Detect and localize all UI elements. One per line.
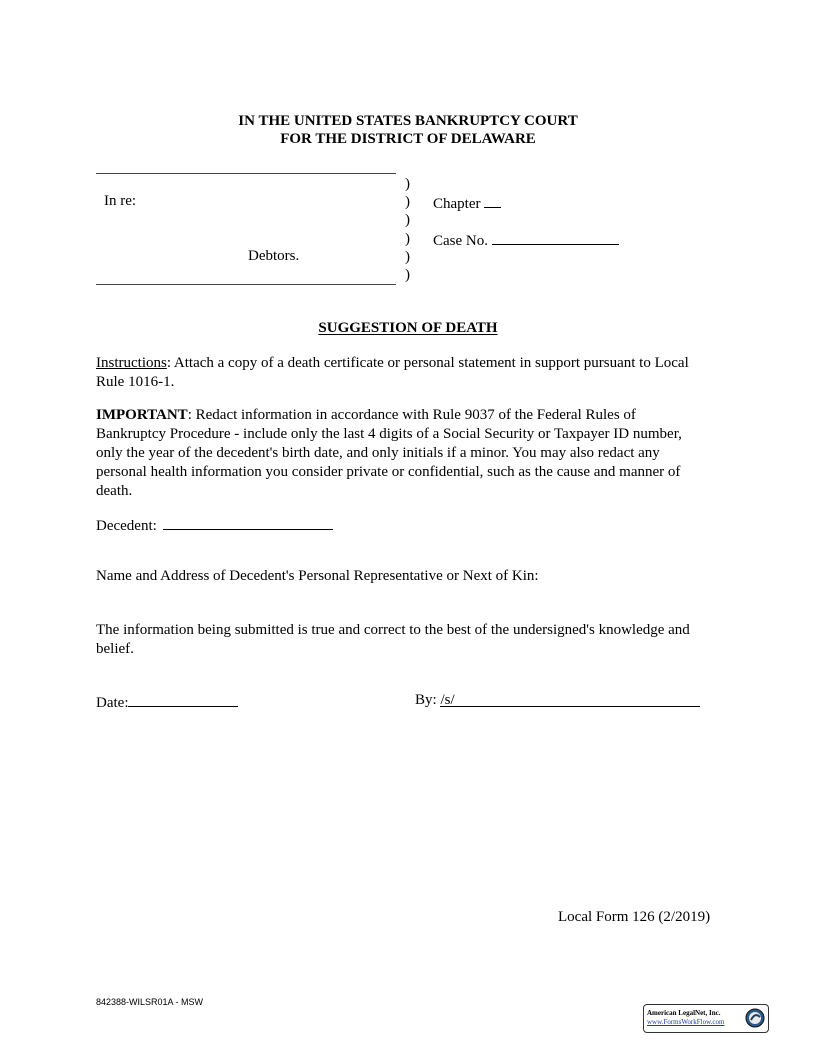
- certification-paragraph: [96, 621, 716, 659]
- instructions-paragraph: [96, 354, 716, 392]
- globe-icon: [745, 1008, 765, 1028]
- caption-paren: ): [405, 249, 410, 265]
- certification-text: The information being submitted is true and correct to the best of the undersigned's knowledge and belief.: [96, 622, 690, 657]
- important-paragraph: [96, 406, 700, 501]
- signature-text: /s/: [440, 692, 455, 708]
- caption-paren: ): [405, 212, 410, 228]
- case-number-field: [433, 230, 619, 250]
- court-district: FOR THE DISTRICT OF DELAWARE: [280, 131, 536, 147]
- logo-company: American LegalNet, Inc.: [647, 1009, 721, 1017]
- decedent-label: Decedent:: [96, 518, 157, 534]
- important-text: : Redact information in accordance with Rule 9037 of the Federal Rules of Bankruptcy Procedure - include only the last 4 digits of a Social Security or Taxpayer ID number, only the year of the decedent's birth date, and only initials if a minor. You may also redact any personal health information you consider private or confidential, such as the cause and manner of death.: [96, 407, 682, 499]
- chapter-blank[interactable]: [484, 193, 501, 208]
- caption-paren: ): [405, 194, 410, 210]
- caption-paren: ): [405, 267, 410, 283]
- document-title: SUGGESTION OF DEATH: [318, 320, 498, 336]
- important-label: IMPORTANT: [96, 407, 188, 423]
- date-blank[interactable]: [128, 692, 238, 707]
- instructions-text: : Attach a copy of a death certificate or personal statement in support pursuant to Local Rule 1016-1.: [96, 355, 689, 390]
- form-number: Local Form 126 (2/2019): [558, 909, 711, 925]
- caption-bottom-rule: [96, 284, 396, 285]
- chapter-field: [433, 193, 501, 213]
- date-label: Date:: [96, 695, 129, 711]
- form-code: 842388-WILSR01A - MSW: [96, 997, 204, 1007]
- decedent-field: [96, 515, 333, 535]
- debtors-label: Debtors.: [248, 248, 300, 264]
- caption-paren: ): [405, 176, 410, 192]
- by-label: By:: [415, 692, 437, 708]
- date-field: [96, 692, 238, 712]
- representative-label: Name and Address of Decedent's Personal Representative or Next of Kin:: [96, 568, 539, 584]
- signature-field: [415, 692, 700, 709]
- signature-blank[interactable]: [440, 692, 700, 707]
- logo-url[interactable]: www.FormsWorkFlow.com: [647, 1018, 725, 1026]
- caption-paren: ): [405, 231, 410, 247]
- instructions-label: Instructions: [96, 355, 167, 371]
- caption-top-rule: [96, 173, 396, 174]
- document-title-wrap: [0, 320, 816, 337]
- in-re-label: In re:: [104, 193, 137, 209]
- legalnet-logo[interactable]: [643, 1004, 769, 1033]
- court-name: IN THE UNITED STATES BANKRUPTCY COURT: [238, 113, 578, 129]
- chapter-label: Chapter: [433, 196, 481, 212]
- case-number-blank[interactable]: [492, 230, 619, 245]
- case-number-label: Case No.: [433, 233, 488, 249]
- decedent-blank[interactable]: [163, 515, 333, 530]
